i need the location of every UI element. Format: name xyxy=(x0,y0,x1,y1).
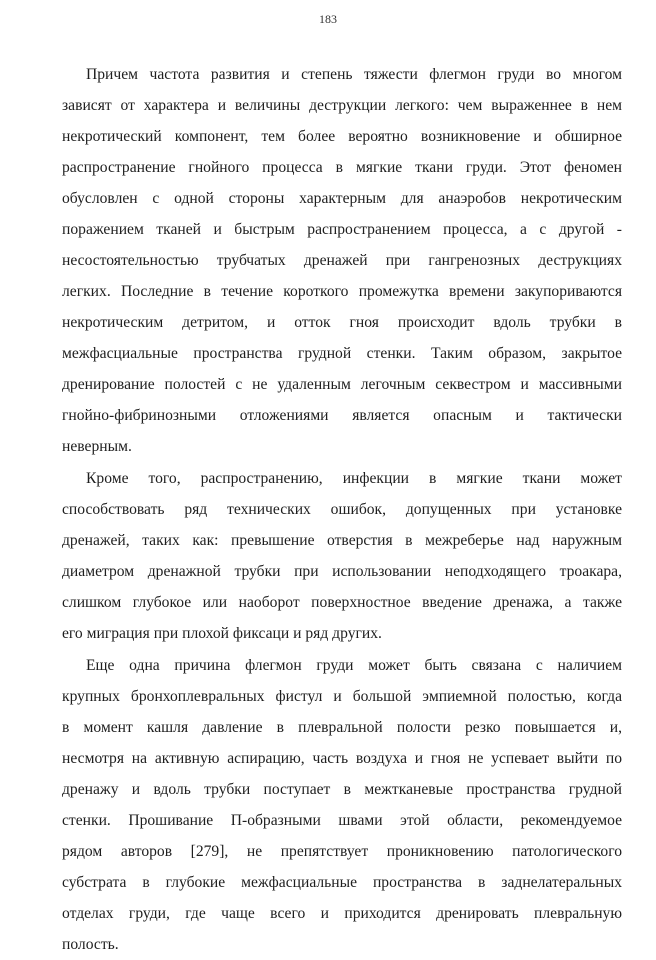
text-line: диаметром дренажной трубки при использовании неподходящего троакара, xyxy=(62,563,622,580)
text-line: дренирование полостей с не удаленным легочным секвестром и массивными xyxy=(62,376,622,393)
text-line: субстрата в глубокие межфасциальные пространства в заднелатеральных xyxy=(62,874,622,891)
text-line: крупных бронхоплевральных фистул и большой эмпиемной полостью, когда xyxy=(62,688,622,705)
text-line: полость. xyxy=(62,936,119,953)
text-line: отделах груди, где чаще всего и приходится дренировать плевральную xyxy=(62,905,622,922)
text-line: его миграция при плохой фиксаци и ряд других. xyxy=(62,625,382,642)
text-line: гнойно-фибринозными отложениями является опасным и тактически xyxy=(62,407,622,424)
text-line: зависят от характера и величины деструкции легкого: чем выраженнее в нем xyxy=(62,97,622,114)
page-number: 183 xyxy=(319,12,337,26)
text-line: поражением тканей и быстрым распространением процесса, а с другой - xyxy=(62,221,622,238)
text-line: Еще одна причина флегмон груди может быть связана с наличием xyxy=(86,657,622,674)
text-line: некротическим детритом, и отток гноя происходит вдоль трубки в xyxy=(62,314,622,331)
text-line: распространение гнойного процесса в мягкие ткани груди. Этот феномен xyxy=(62,159,622,176)
text-line: легких. Последние в течение короткого промежутка времени закупориваются xyxy=(62,283,622,300)
text-line: способствовать ряд технических ошибок, допущенных при установке xyxy=(62,501,622,518)
text-line: некротический компонент, тем более вероятно возникновение и обширное xyxy=(62,128,622,145)
text-line: в момент кашля давление в плевральной полости резко повышается и, xyxy=(62,719,622,736)
text-line: Кроме того, распространению, инфекции в мягкие ткани может xyxy=(86,470,622,487)
text-line: дренажу и вдоль трубки поступает в межтканевые пространства грудной xyxy=(62,781,622,798)
text-line: стенки. Прошивание П-образными швами этой области, рекомендуемое xyxy=(62,812,622,829)
text-line: рядом авторов [279], не препятствует проникновению патологического xyxy=(62,843,622,860)
text-line: дренажей, таких как: превышение отверстия в межреберье над наружным xyxy=(62,532,622,549)
text-line: Причем частота развития и степень тяжести флегмон груди во многом xyxy=(86,66,622,83)
text-line: несмотря на активную аспирацию, часть воздуха и гноя не успевает выйти по xyxy=(62,750,622,767)
text-line: слишком глубокое или наоборот поверхностное введение дренажа, а также xyxy=(62,594,622,611)
text-line: неверным. xyxy=(62,438,132,455)
text-line: межфасциальные пространства грудной стенки. Таким образом, закрытое xyxy=(62,345,622,362)
text-line: несостоятельностью трубчатых дренажей при гангренозных деструкциях xyxy=(62,252,622,269)
text-line: обусловлен с одной стороны характерным для анаэробов некротическим xyxy=(62,190,622,207)
